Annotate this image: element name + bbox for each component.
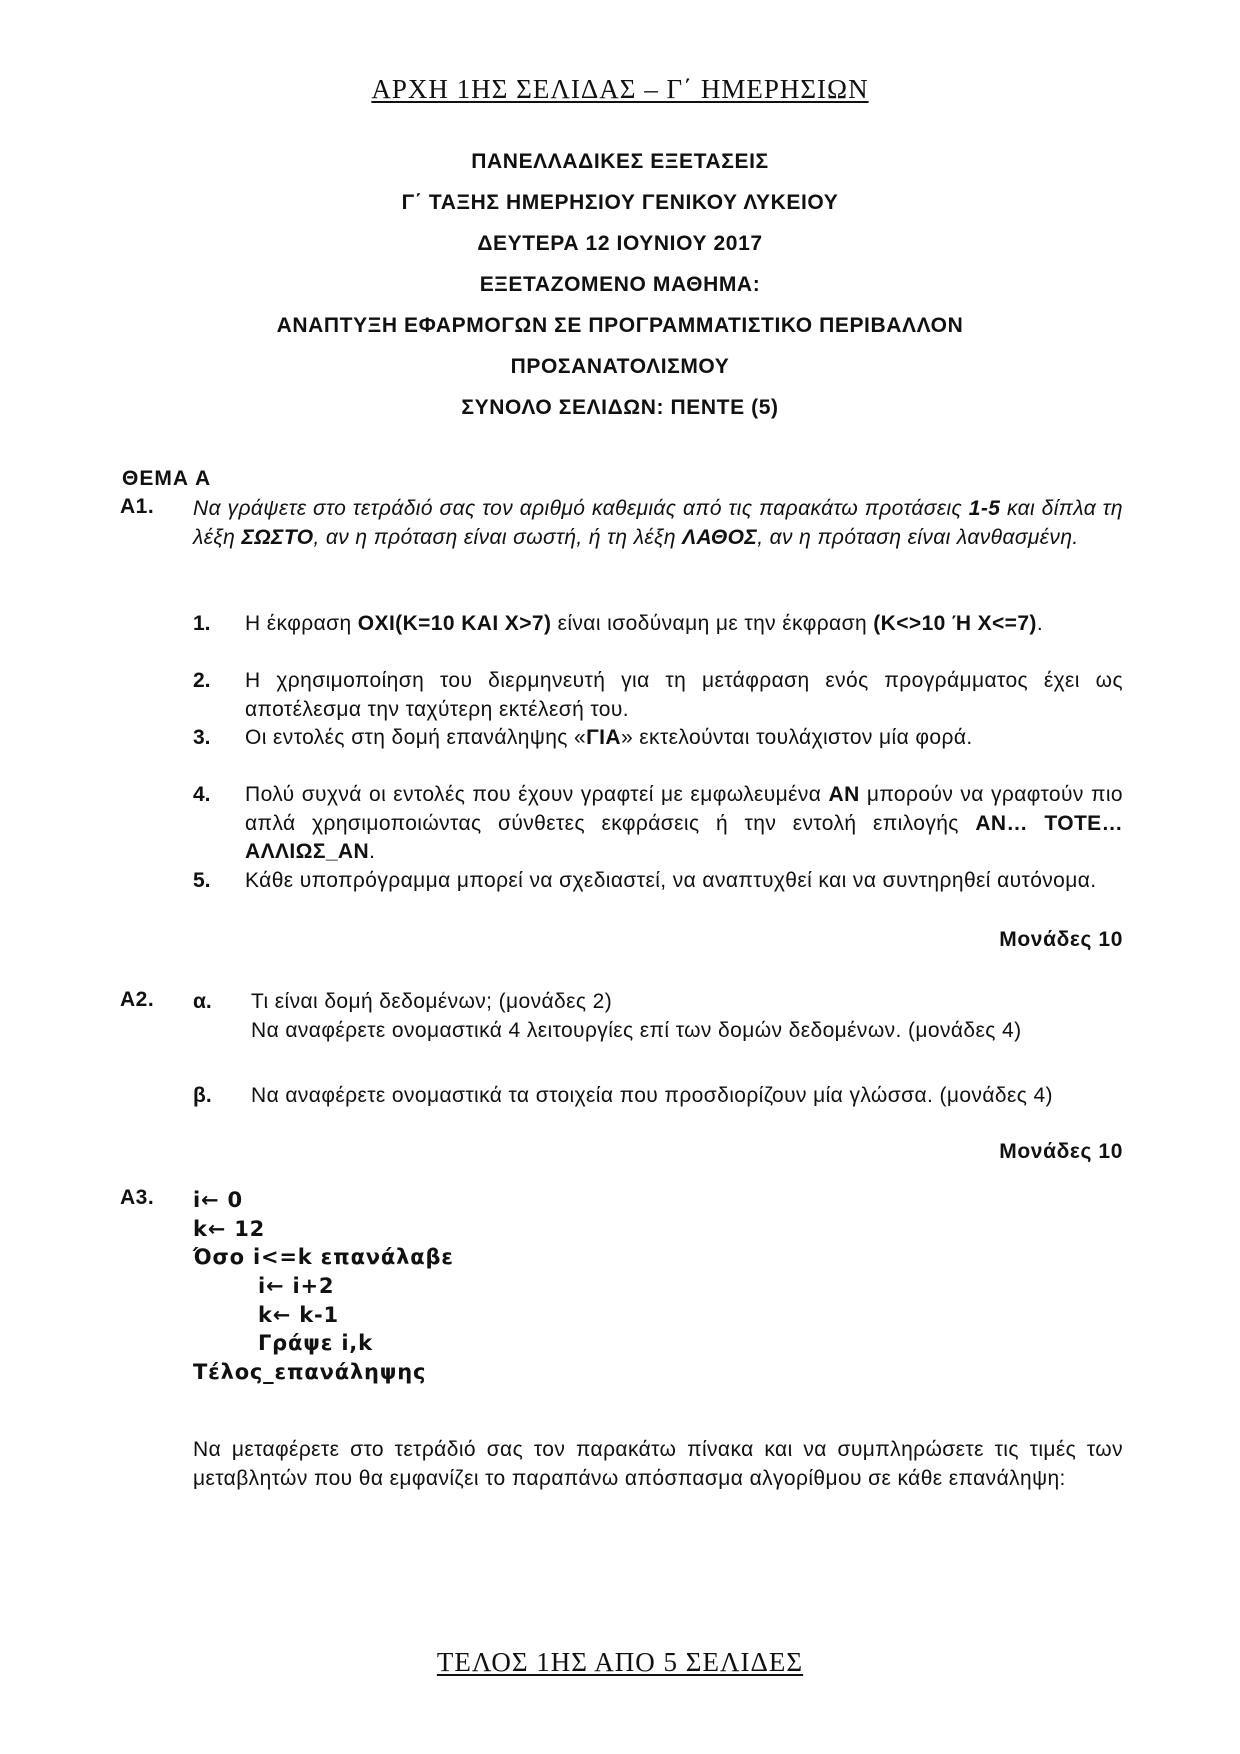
code-line: Όσο i<=k επανάλαβε — [193, 1245, 454, 1270]
exam-date: ΔΕΥΤΕΡΑ 12 ΙΟΥΝΙΟΥ 2017 — [477, 232, 763, 255]
question-a2-label: Α2. — [120, 988, 155, 1011]
page-header: ΑΡΧΗ 1ΗΣ ΣΕΛΙΔΑΣ – Γ΄ ΗΜΕΡΗΣΙΩΝ — [371, 74, 869, 104]
alpha-line-2: Να αναφέρετε ονομαστικά 4 λειτουργίες επί των δομών δεδομένων. (μονάδες 4) — [251, 1018, 1022, 1042]
algorithm-code — [193, 1186, 454, 1387]
section-heading: ΘΕΜΑ Α — [122, 467, 212, 490]
bold-text: (Κ<>10 Ή Χ<=7) — [873, 612, 1037, 635]
exam-subject-label: ΕΞΕΤΑΖΟΜΕΝΟ ΜΑΘΗΜΑ: — [479, 273, 761, 296]
instr-bold-range: 1-5 — [968, 497, 1001, 520]
code-line: i← i+2 — [258, 1274, 335, 1299]
text: Οι εντολές στη δομή επανάληψης « — [245, 726, 587, 749]
a1-marks: Μονάδες 10 — [999, 928, 1123, 951]
part-text — [251, 988, 1123, 1045]
statement-number: 4. — [193, 783, 211, 806]
bold-text: ΑΝ — [828, 783, 860, 806]
text: είναι ισοδύναμη με την έκφραση — [551, 612, 874, 635]
bold-text: ΟΧΙ(Κ=10 ΚΑΙ Χ>7) — [357, 612, 552, 635]
exam-subject-orientation: ΠΡΟΣΑΝΑΤΟΛΙΣΜΟΥ — [510, 355, 730, 378]
text: Πολύ συχνά οι εντολές που έχουν γραφτεί με εμφωλευμένα — [245, 783, 829, 806]
text: . — [369, 840, 376, 863]
a3-instruction: Να μεταφέρετε στο τετράδιό σας τον παρακάτω πίνακα και να συμπληρώσετε τις τιμές των μεταβλητών που θα εμφανίζει το παραπάνω απόσπασμα αλγορίθμου σε κάθε επανάληψη: — [193, 1438, 1123, 1490]
page-footer: ΤΕΛΟΣ 1ΗΣ ΑΠΟ 5 ΣΕΛΙΔΕΣ — [436, 1647, 804, 1677]
statement-text: Η χρησιμοποίηση του διερμηνευτή για τη μετάφραση ενός προγράμματος έχει ως αποτέλεσμα την ταχύτερη εκτέλεσή του. — [245, 669, 1123, 721]
statement-number: 5. — [193, 869, 211, 892]
instr-text: , αν η πρόταση είναι λανθασμένη. — [757, 525, 1079, 549]
instr-text: , αν η πρόταση είναι σωστή, ή τη λέξη — [313, 525, 683, 549]
statement-number: 1. — [193, 612, 211, 635]
bold-text: ΑΝ… ΤΟΤΕ… ΑΛΛΙΩΣ_ΑΝ — [245, 811, 1123, 863]
code-line: Τέλος_επανάληψης — [193, 1360, 427, 1385]
alpha-line-1: Τι είναι δομή δεδομένων; (μονάδες 2) — [251, 990, 613, 1013]
bold-text: ΓΙΑ — [586, 726, 621, 749]
question-a3-label: Α3. — [120, 1186, 155, 1209]
text: μπορούν να γραφτούν πιο απλά χρησιμοποιώντας σύνθετες εκφράσεις ή την εντολή επιλογής — [245, 783, 1123, 835]
a2-marks: Μονάδες 10 — [999, 1140, 1123, 1163]
part-letter: β. — [193, 1084, 212, 1107]
question-a1-instructions — [193, 495, 1123, 552]
statement-text — [245, 781, 1123, 867]
exam-subject: ΑΝΑΠΤΥΞΗ ΕΦΑΡΜΟΓΩΝ ΣΕ ΠΡΟΓΡΑΜΜΑΤΙΣΤΙΚΟ ΠΕΡΙΒΑΛΛΟΝ — [276, 314, 964, 337]
statement-text — [245, 610, 1123, 639]
code-line: k← 12 — [193, 1216, 266, 1241]
exam-class: Γ΄ ΤΑΞΗΣ ΗΜΕΡΗΣΙΟΥ ΓΕΝΙΚΟΥ ΛΥΚΕΙΟΥ — [401, 191, 839, 214]
instr-bold-correct: ΣΩΣΤΟ — [241, 525, 314, 549]
part-letter: α. — [193, 990, 212, 1013]
instr-text: Να γράψετε στο τετράδιό σας τον αριθμό καθεμιάς από τις παρακάτω προτάσεις — [193, 497, 969, 520]
instr-bold-wrong: ΛΑΘΟΣ — [682, 525, 758, 549]
question-a1-label: Α1. — [120, 495, 155, 518]
code-line: k← k-1 — [258, 1302, 339, 1327]
statement-text: Κάθε υποπρόγραμμα μπορεί να σχεδιαστεί, να αναπτυχθεί και να συντηρηθεί αυτόνομα. — [245, 869, 1097, 892]
text: Η έκφραση — [245, 612, 358, 635]
statement-text — [245, 724, 1123, 753]
statement-number: 3. — [193, 726, 211, 749]
text: » εκτελούνται τουλάχιστον μία φορά. — [620, 726, 973, 749]
instr-text: και δίπλα τη λέξη — [193, 497, 1123, 549]
part-text: Να αναφέρετε ονομαστικά τα στοιχεία που προσδιορίζουν μία γλώσσα. (μονάδες 4) — [251, 1084, 1053, 1107]
total-pages: ΣΥΝΟΛΟ ΣΕΛΙΔΩΝ: ΠΕΝΤΕ (5) — [461, 396, 779, 419]
code-line: i← 0 — [193, 1188, 243, 1212]
text: . — [1036, 612, 1044, 635]
statement-number: 2. — [193, 669, 211, 692]
code-line: Γράψε i,k — [258, 1331, 373, 1356]
exam-title: ΠΑΝΕΛΛΑΔΙΚΕΣ ΕΞΕΤΑΣΕΙΣ — [471, 150, 769, 173]
